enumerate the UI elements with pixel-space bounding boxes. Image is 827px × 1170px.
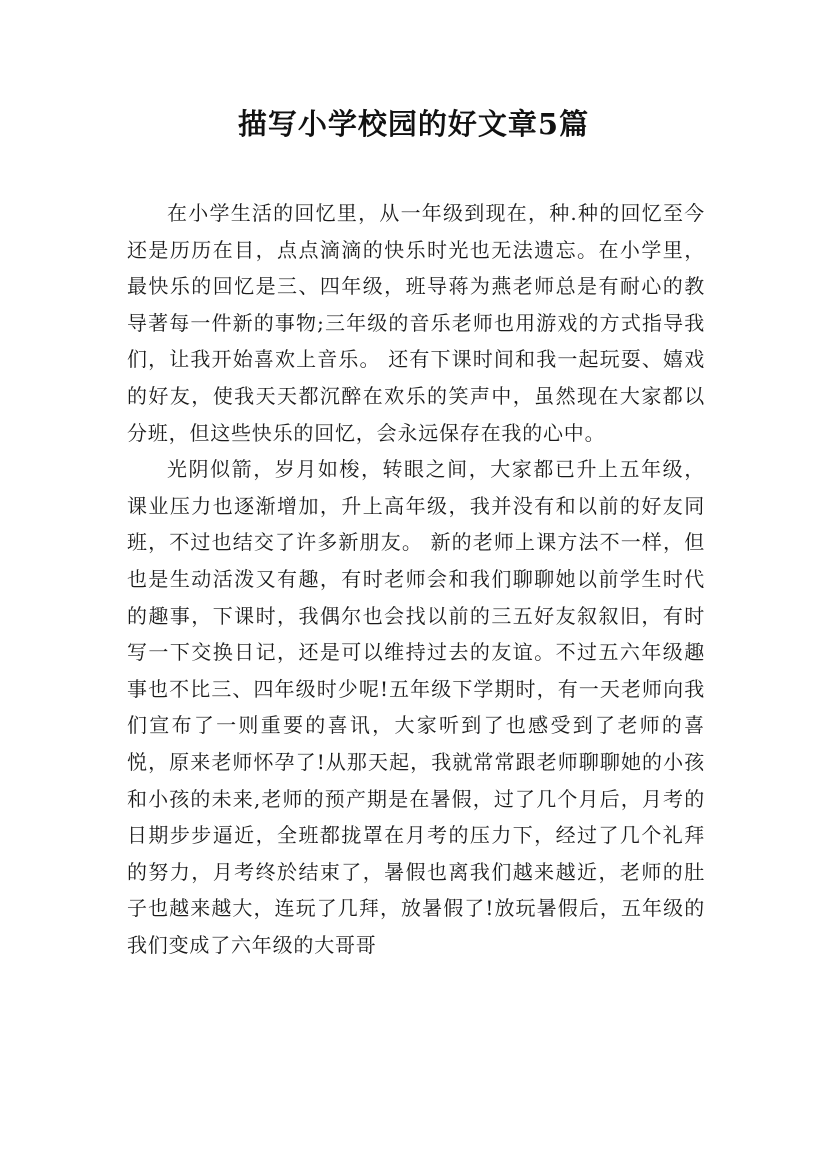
paragraph-2: 光阴似箭，岁月如梭，转眼之间，大家都已升上五年级，课业压力也逐渐增加，升上高年级，我并没有和以前的好友同班，不过也结交了许多新朋友。 新的老师上课方法不一样，但也是生动活泼又有趣，有时老师会和我们聊聊她以前学生时代的趣事，下课时，我偶尔也会找以前的三五好友叙叙旧，有时写一下交换日记，还是可以维持过去的友谊。不过五六年级趣事也不比三、四年级时少呢!五年级下学期时，有一天老师向我们宣布了一则重要的喜讯，大家听到了也感受到了老师的喜悦，原来老师怀孕了!从那天起，我就常常跟老师聊聊她的小孩和小孩的未来,老师的预产期是在暑假，过了几个月后，月考的日期步步逼近，全班都拢罩在月考的压力下，经过了几个礼拜的努力，月考终於结束了，暑假也离我们越来越近，老师的肚子也越来越大，连玩了几拜，放暑假了!放玩暑假后，五年级的我们变成了六年级的大哥哥: [127, 457, 705, 957]
paragraph-1: 在小学生活的回忆里，从一年级到现在，种.种的回忆至今还是历历在目，点点滴滴的快乐时光也无法遗忘。在小学里，最快乐的回忆是三、四年级，班导蒋为燕老师总是有耐心的教导著每一件新的事物;三年级的音乐老师也用游戏的方式指导我们，让我开始喜欢上音乐。 还有下课时间和我一起玩耍、嬉戏的好友，使我天天都沉醉在欢乐的笑声中，虽然现在大家都以分班，但这些快乐的回忆，会永远保存在我的心中。: [127, 201, 705, 445]
document-body: [127, 195, 705, 963]
document-title: 描写小学校园的好文章5篇: [237, 107, 590, 141]
